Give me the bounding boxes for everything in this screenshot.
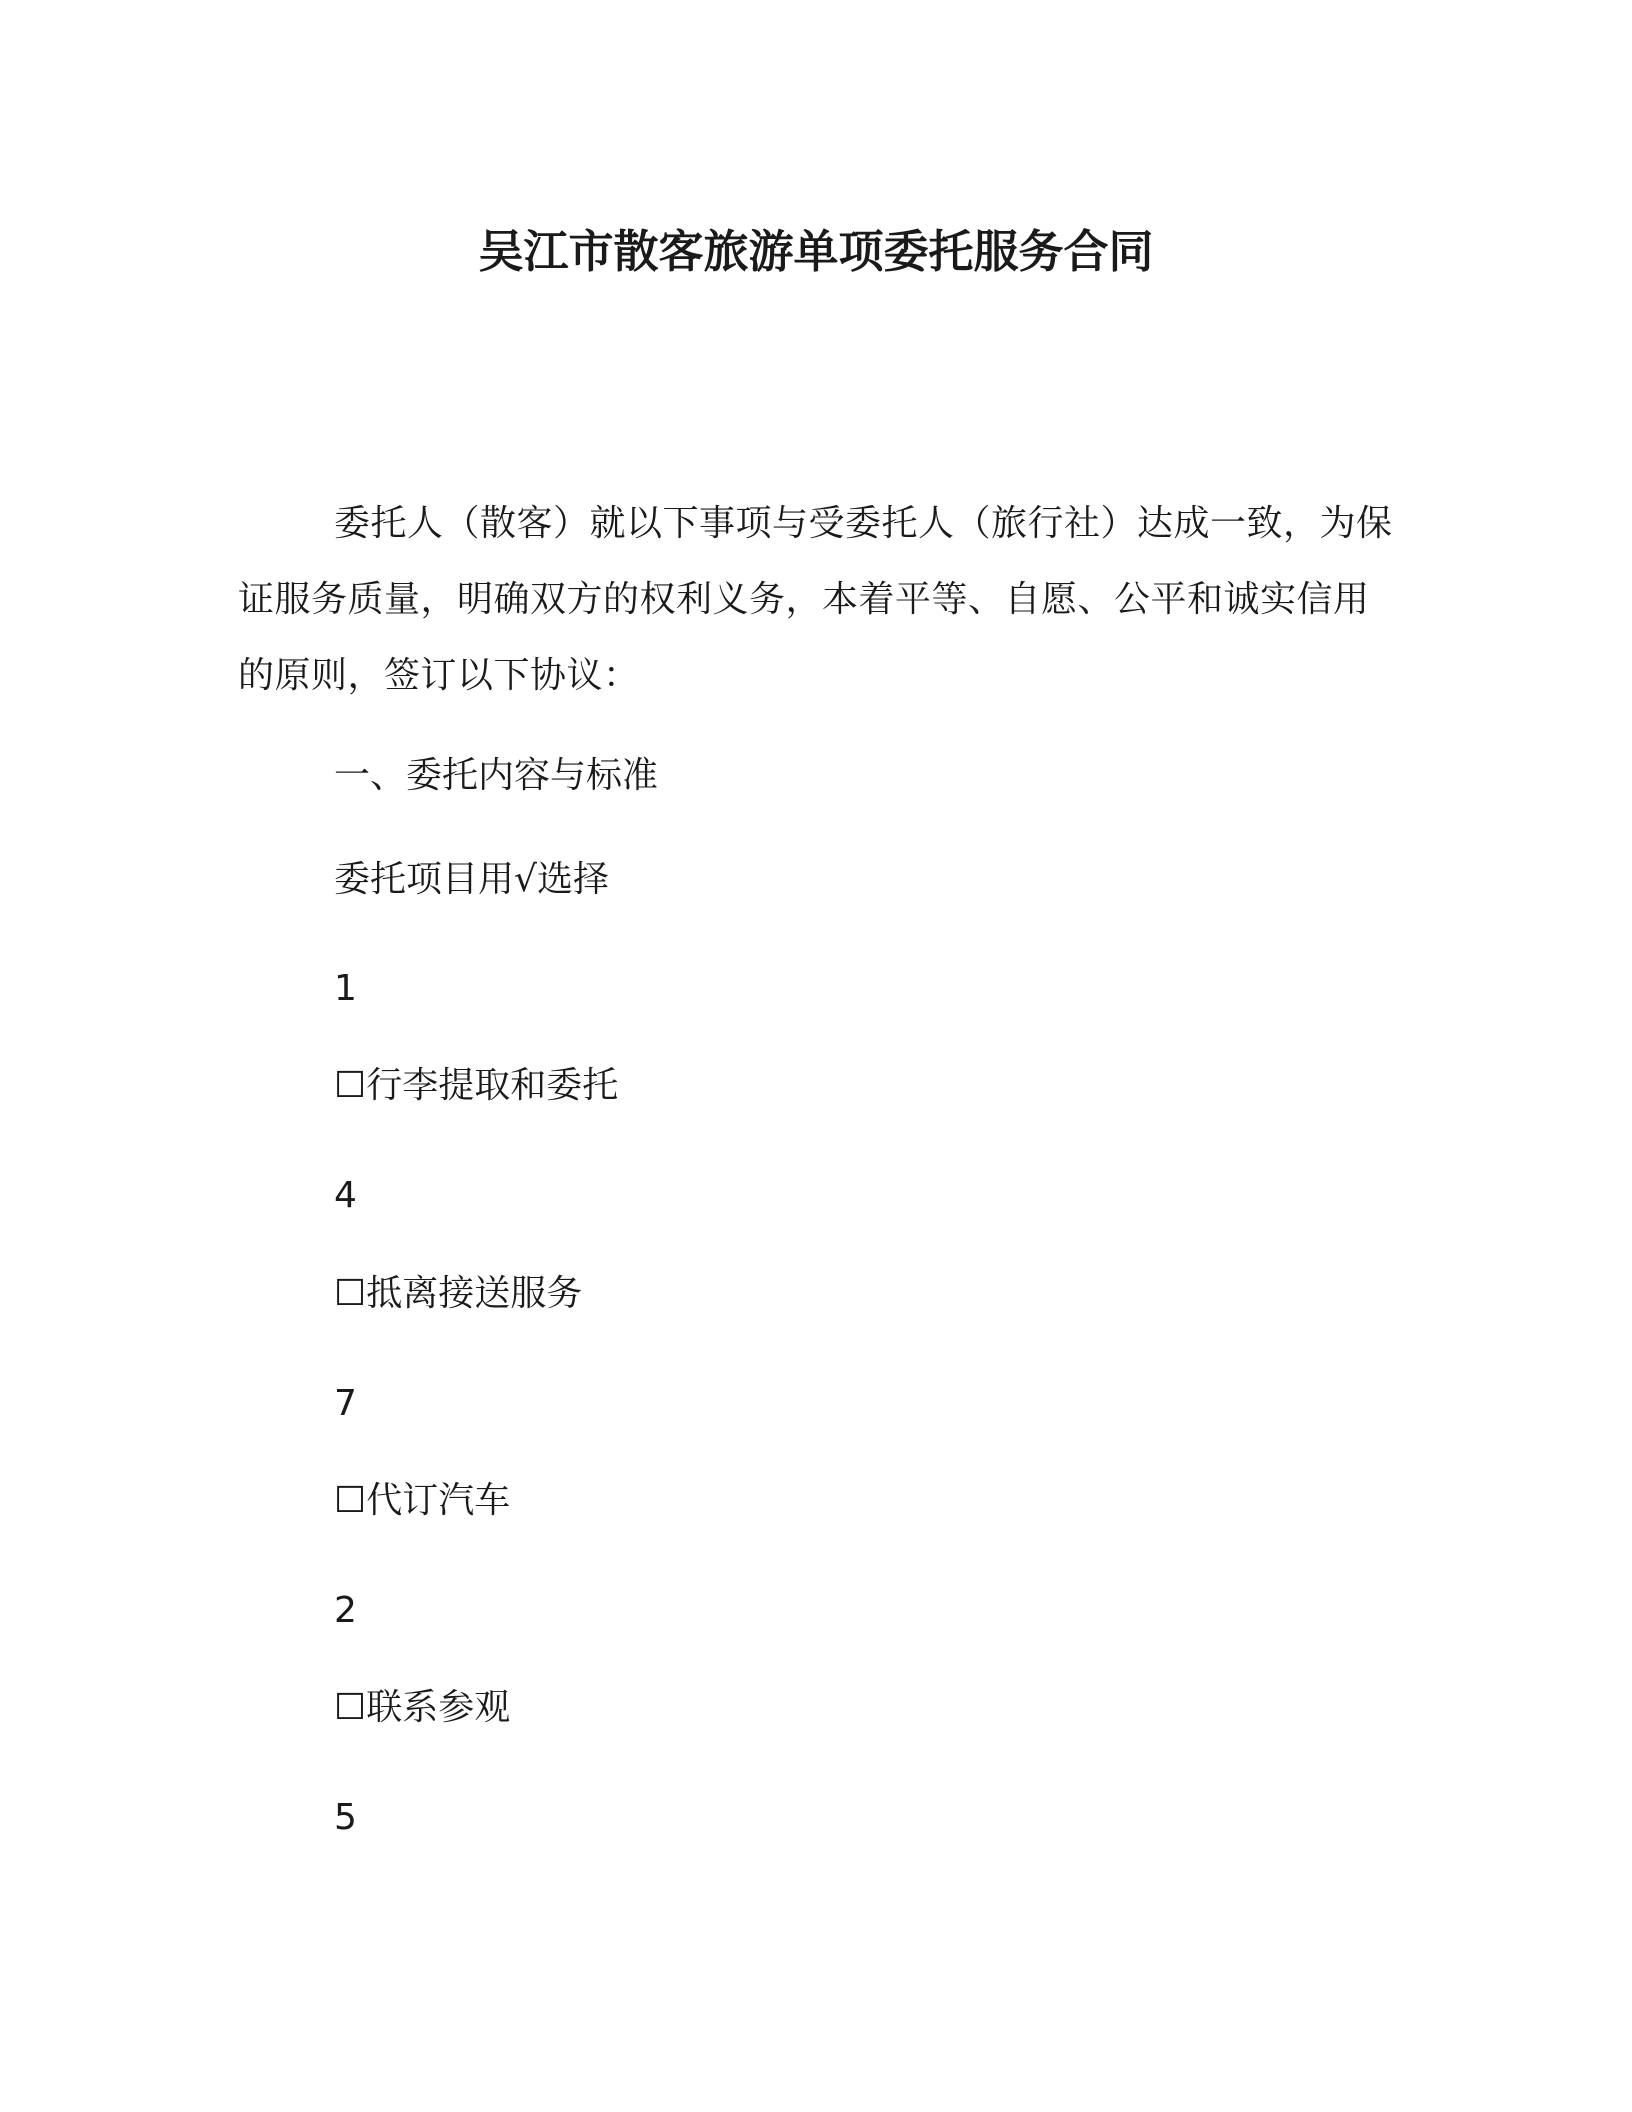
item-number: 7: [334, 1383, 357, 1424]
item-checkbox-label: ☐联系参观: [334, 1687, 511, 1728]
selection-hint: 委托项目用√选择: [334, 859, 609, 900]
item-checkbox-label: ☐代订汽车: [334, 1480, 511, 1521]
section-heading: 一、委托内容与标准: [334, 755, 659, 796]
intro-paragraph: 委托人（散客）就以下事项与受委托人（旅行社）达成一致，为保证服务质量，明确双方的权利义务，本着平等、自愿、公平和诚实信用的原则，签订以下协议：: [238, 503, 1393, 696]
document-title: 吴江市散客旅游单项委托服务合同: [478, 225, 1154, 278]
item-number: 1: [334, 968, 357, 1009]
item-number: 4: [334, 1175, 357, 1216]
item-checkbox-label: ☐行李提取和委托: [334, 1065, 619, 1106]
item-number: 5: [334, 1797, 357, 1838]
item-checkbox-label: ☐抵离接送服务: [334, 1273, 583, 1314]
item-number: 2: [334, 1590, 357, 1631]
